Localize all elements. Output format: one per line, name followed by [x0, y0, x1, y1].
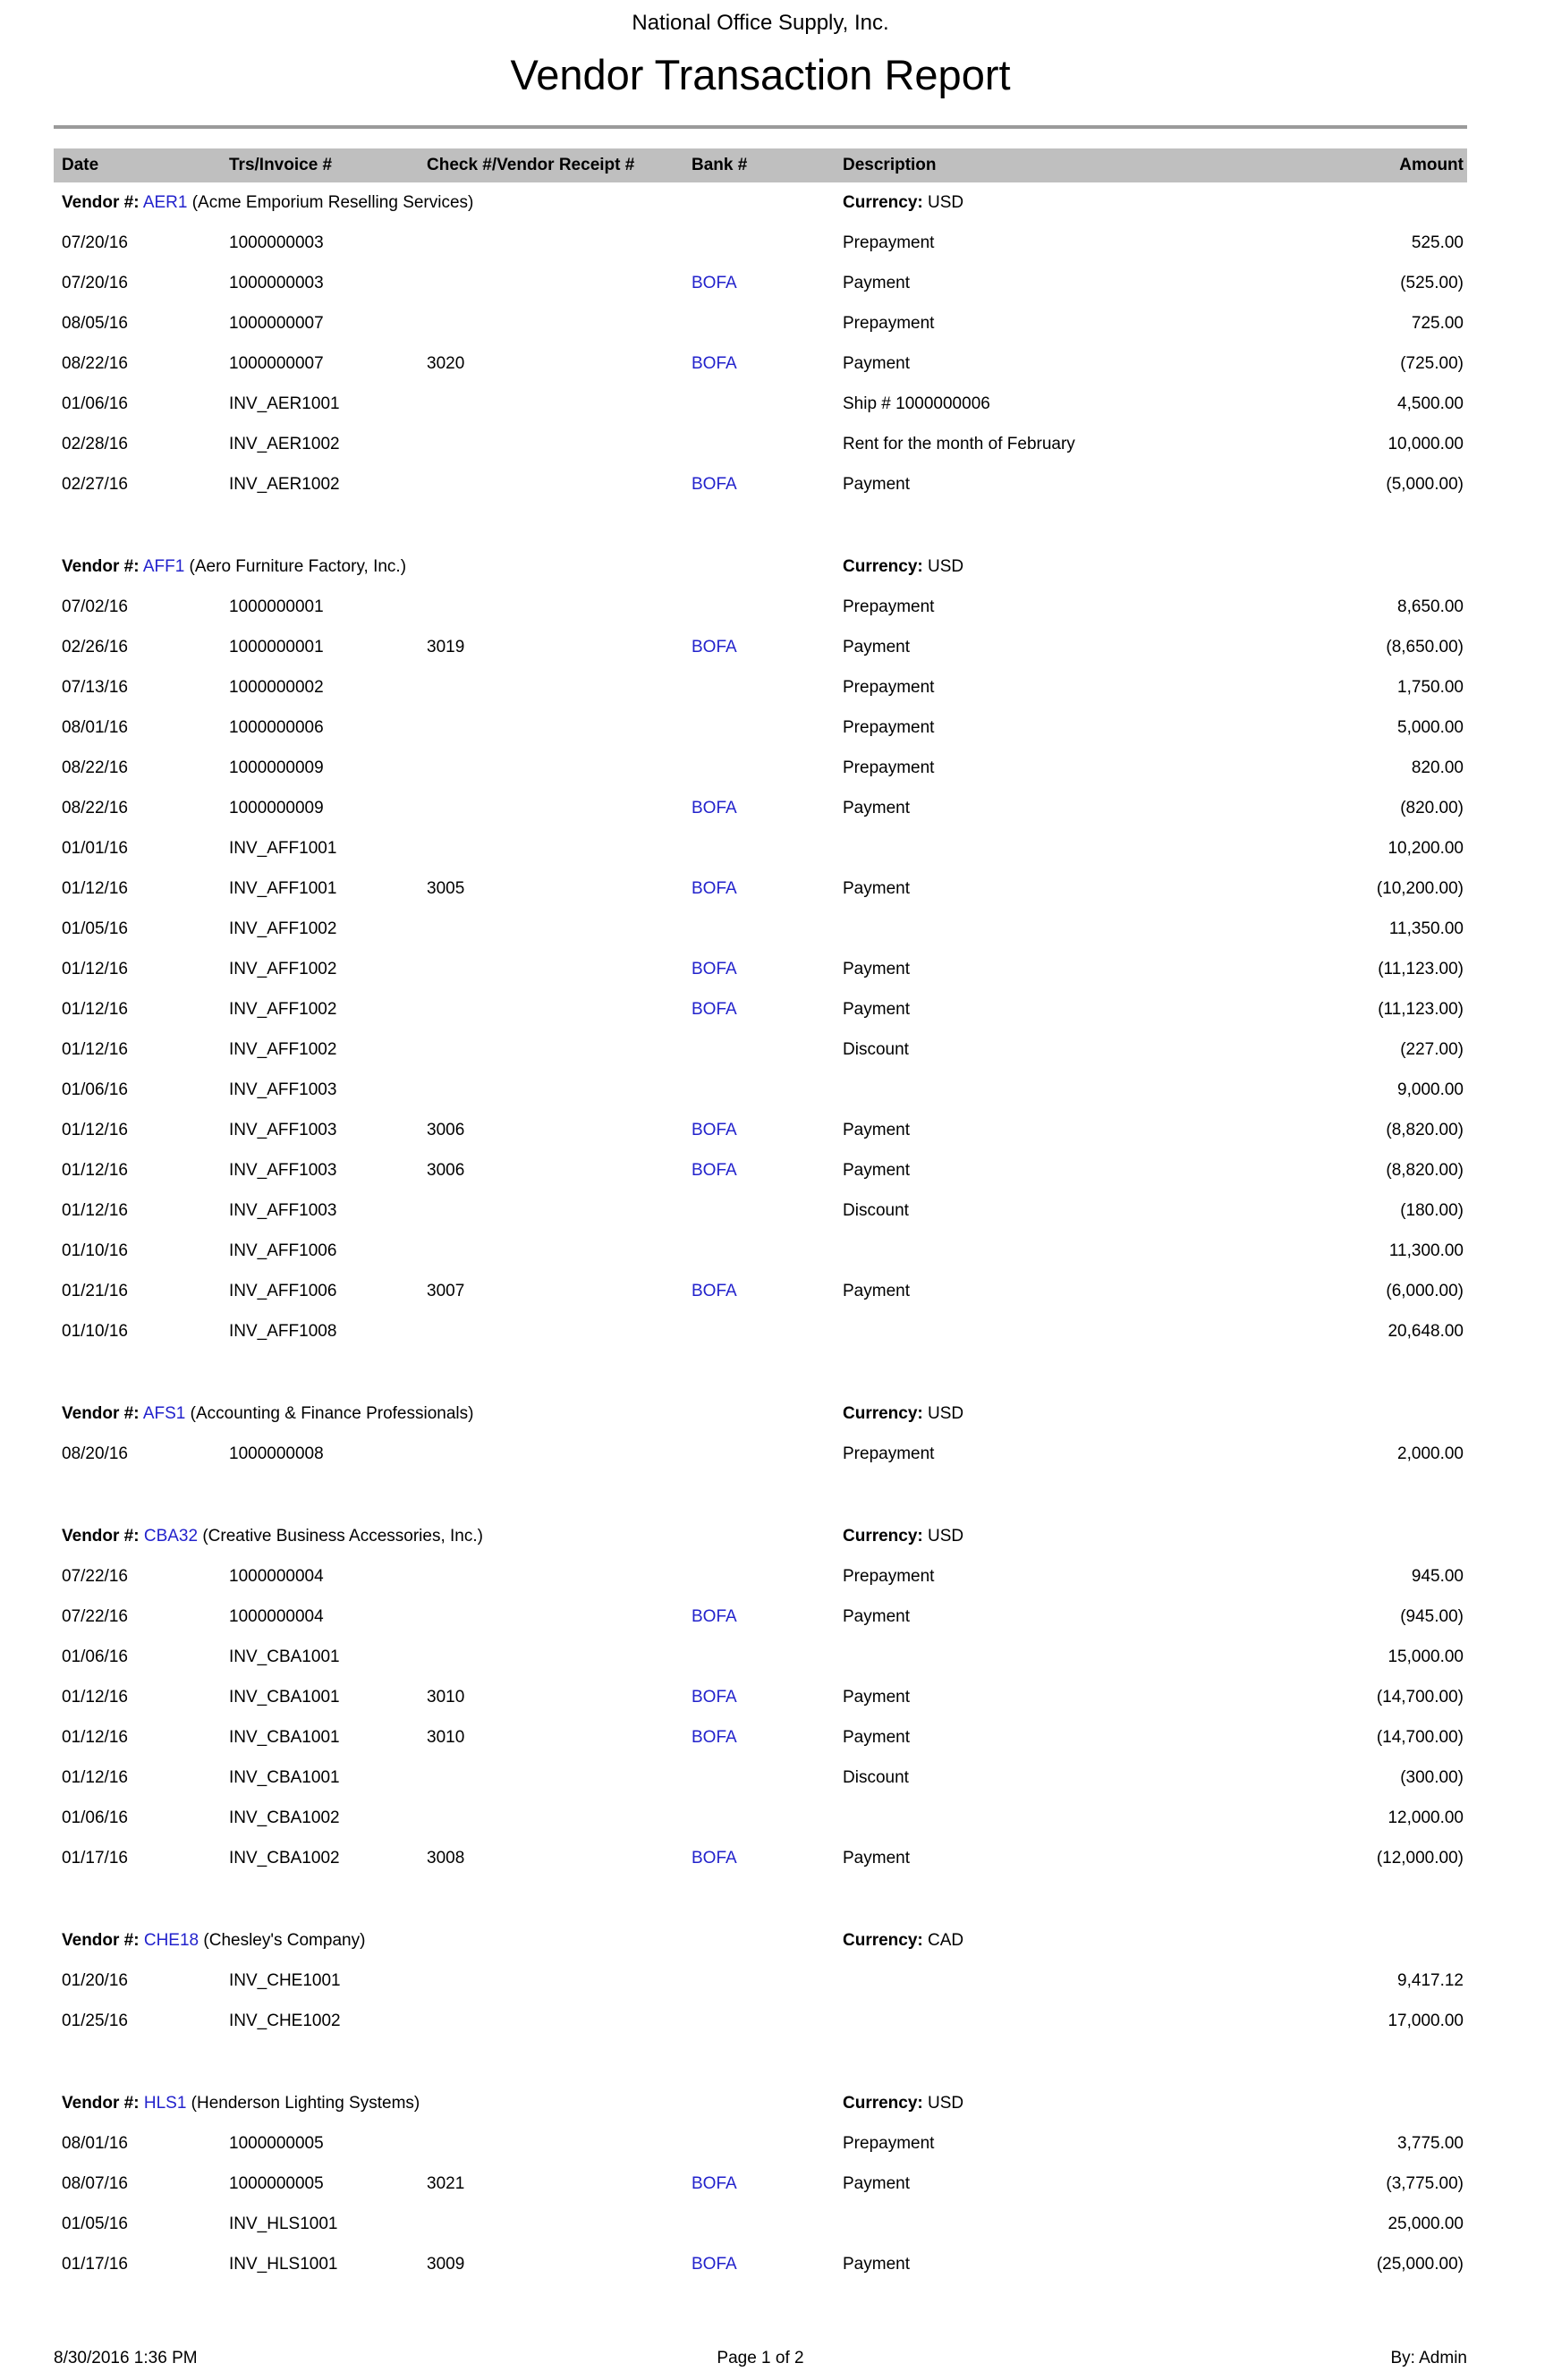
- cell-amount: (25,000.00): [1376, 2254, 1464, 2274]
- vendor-section: [54, 182, 1467, 504]
- cell-amount: (14,700.00): [1376, 1687, 1464, 1707]
- cell-invoice: INV_CBA1002: [229, 1808, 340, 1827]
- transaction-row: [54, 384, 1467, 424]
- vendor-number-label: Vendor #:: [62, 1403, 140, 1423]
- vendor-section: [54, 1920, 1467, 2041]
- footer-timestamp: 8/30/2016 1:36 PM: [54, 2349, 198, 2367]
- cell-date: 01/12/16: [62, 1160, 128, 1180]
- transaction-row: [54, 949, 1467, 989]
- column-header-check: Check #/Vendor Receipt #: [427, 156, 635, 174]
- transaction-row: [54, 1838, 1467, 1878]
- vendor-currency: [835, 1527, 1217, 1546]
- column-header-date: Date: [62, 156, 99, 174]
- cell-date: 08/20/16: [62, 1444, 128, 1463]
- cell-amount: (725.00): [1400, 353, 1464, 373]
- vendor-currency: [835, 193, 1217, 213]
- transaction-row: [54, 1029, 1467, 1070]
- cell-date: 02/26/16: [62, 637, 128, 656]
- cell-invoice: 1000000005: [229, 2173, 324, 2193]
- cell-date: 07/13/16: [62, 677, 128, 697]
- cell-description: Payment: [843, 959, 910, 978]
- vendor-section: [54, 546, 1467, 1351]
- cell-bank[interactable]: BOFA: [692, 999, 737, 1019]
- currency-label: Currency:: [843, 556, 923, 576]
- transaction-row: [54, 667, 1467, 707]
- transaction-row: [54, 868, 1467, 909]
- cell-description: Payment: [843, 1160, 910, 1180]
- cell-date: 01/06/16: [62, 1647, 128, 1666]
- transaction-row: [54, 1070, 1467, 1110]
- cell-amount: 11,350.00: [1388, 919, 1464, 938]
- cell-date: 08/05/16: [62, 313, 128, 333]
- cell-description: Payment: [843, 1727, 910, 1747]
- cell-invoice: 1000000003: [229, 233, 324, 252]
- cell-date: 01/20/16: [62, 1970, 128, 1990]
- cell-check: 3010: [427, 1687, 465, 1707]
- vendor-number-label: Vendor #:: [62, 556, 140, 576]
- cell-date: 01/05/16: [62, 2214, 128, 2233]
- transaction-row: [54, 2244, 1467, 2284]
- cell-date: 01/12/16: [62, 878, 128, 898]
- vendor-code-link[interactable]: CHE18: [143, 1930, 199, 1950]
- cell-bank[interactable]: BOFA: [692, 1727, 737, 1747]
- cell-amount: (300.00): [1400, 1767, 1464, 1787]
- currency-value: CAD: [928, 1930, 964, 1950]
- cell-amount: (10,200.00): [1376, 878, 1464, 898]
- report-title: Vendor Transaction Report: [510, 51, 1011, 98]
- cell-bank[interactable]: BOFA: [692, 474, 737, 494]
- cell-description: Prepayment: [843, 717, 935, 737]
- report-footer: [54, 2349, 1467, 2368]
- cell-invoice: INV_AFF1006: [229, 1281, 337, 1300]
- cell-amount: (8,820.00): [1386, 1120, 1464, 1139]
- transaction-row: [54, 788, 1467, 828]
- vendor-currency: [835, 2094, 1217, 2113]
- cell-description: Payment: [843, 1281, 910, 1300]
- cell-amount: 525.00: [1411, 233, 1464, 252]
- vendor-name: (Chesley's Company): [203, 1930, 366, 1950]
- vendor-title: [54, 1404, 835, 1424]
- transaction-row: [54, 2001, 1467, 2041]
- cell-amount: 12,000.00: [1388, 1808, 1464, 1827]
- cell-bank[interactable]: BOFA: [692, 1160, 737, 1180]
- cell-amount: 725.00: [1411, 313, 1464, 333]
- cell-invoice: INV_AFF1002: [229, 999, 337, 1019]
- currency-value: USD: [928, 192, 964, 212]
- vendor-currency: [835, 1931, 1217, 1951]
- cell-description: Payment: [843, 273, 910, 292]
- vendor-title: [54, 1931, 835, 1951]
- cell-amount: 11,300.00: [1388, 1241, 1464, 1260]
- cell-date: 08/22/16: [62, 353, 128, 373]
- cell-amount: 945.00: [1411, 1566, 1464, 1586]
- cell-description: Payment: [843, 1606, 910, 1626]
- column-header-invoice: Trs/Invoice #: [229, 156, 333, 174]
- cell-invoice: 1000000009: [229, 798, 324, 817]
- cell-check: 3005: [427, 878, 465, 898]
- cell-description: Payment: [843, 474, 910, 494]
- currency-value: USD: [928, 1526, 964, 1546]
- cell-amount: (14,700.00): [1376, 1727, 1464, 1747]
- cell-amount: (820.00): [1400, 798, 1464, 817]
- transaction-row: [54, 1150, 1467, 1190]
- cell-date: 07/22/16: [62, 1566, 128, 1586]
- cell-amount: 9,000.00: [1397, 1080, 1464, 1099]
- column-header-description: Description: [843, 156, 937, 174]
- cell-invoice: INV_AFF1003: [229, 1120, 337, 1139]
- transaction-row: [54, 2123, 1467, 2164]
- cell-invoice: INV_AER1001: [229, 394, 340, 413]
- cell-amount: 4,500.00: [1397, 394, 1464, 413]
- cell-description: Payment: [843, 878, 910, 898]
- transaction-row: [54, 707, 1467, 748]
- vendor-currency: [835, 1404, 1217, 1424]
- vendor-number-label: Vendor #:: [62, 2093, 140, 2113]
- cell-description: Payment: [843, 637, 910, 656]
- cell-description: Discount: [843, 1767, 909, 1787]
- cell-bank[interactable]: BOFA: [692, 1281, 737, 1300]
- vendor-header-row: [54, 1516, 1467, 1556]
- vendor-code-link[interactable]: AFS1: [142, 1403, 186, 1423]
- cell-check: 3007: [427, 1281, 465, 1300]
- vendor-number-label: Vendor #:: [62, 1526, 140, 1546]
- cell-invoice: INV_AFF1002: [229, 1039, 337, 1059]
- vendor-number-label: Vendor #:: [62, 1930, 140, 1950]
- cell-description: Prepayment: [843, 1444, 935, 1463]
- cell-description: Prepayment: [843, 2133, 935, 2153]
- cell-date: 08/22/16: [62, 798, 128, 817]
- cell-date: 01/12/16: [62, 1039, 128, 1059]
- cell-date: 01/12/16: [62, 999, 128, 1019]
- cell-amount: (227.00): [1400, 1039, 1464, 1059]
- vendor-code-link[interactable]: CBA32: [143, 1526, 199, 1546]
- cell-date: 08/01/16: [62, 2133, 128, 2153]
- vendor-section: [54, 2083, 1467, 2284]
- transaction-row: [54, 1677, 1467, 1717]
- cell-date: 01/17/16: [62, 2254, 128, 2274]
- cell-check: 3006: [427, 1120, 465, 1139]
- cell-amount: 17,000.00: [1388, 2011, 1464, 2030]
- transaction-row: [54, 627, 1467, 667]
- transaction-row: [54, 2204, 1467, 2244]
- cell-bank[interactable]: BOFA: [692, 273, 737, 292]
- cell-description: Rent for the month of February: [843, 434, 1075, 453]
- cell-date: 01/06/16: [62, 394, 128, 413]
- cell-invoice: 1000000004: [229, 1566, 324, 1586]
- cell-bank[interactable]: BOFA: [692, 2173, 737, 2193]
- cell-date: 01/06/16: [62, 1080, 128, 1099]
- table-header-row: [54, 148, 1467, 182]
- cell-invoice: 1000000008: [229, 1444, 324, 1463]
- currency-label: Currency:: [843, 2093, 923, 2113]
- cell-description: Payment: [843, 1848, 910, 1868]
- cell-check: 3009: [427, 2254, 465, 2274]
- cell-amount: (11,123.00): [1378, 959, 1464, 978]
- cell-description: Payment: [843, 999, 910, 1019]
- transaction-row: [54, 464, 1467, 504]
- vendor-header-row: [54, 546, 1467, 587]
- cell-invoice: INV_AER1002: [229, 434, 340, 453]
- transaction-row: [54, 748, 1467, 788]
- cell-amount: (5,000.00): [1386, 474, 1464, 494]
- vendor-name: (Creative Business Accessories, Inc.): [202, 1526, 483, 1546]
- transaction-row: [54, 1798, 1467, 1838]
- cell-amount: 9,417.12: [1397, 1970, 1464, 1990]
- cell-description: Prepayment: [843, 758, 935, 777]
- cell-bank[interactable]: BOFA: [692, 1120, 737, 1139]
- cell-invoice: INV_CBA1001: [229, 1647, 340, 1666]
- cell-invoice: INV_AFF1003: [229, 1080, 337, 1099]
- cell-bank[interactable]: BOFA: [692, 878, 737, 898]
- vendor-header-row: [54, 182, 1467, 223]
- vendor-header-row: [54, 1920, 1467, 1961]
- cell-date: 01/17/16: [62, 1848, 128, 1868]
- transaction-row: [54, 2164, 1467, 2204]
- cell-bank[interactable]: BOFA: [692, 2254, 737, 2274]
- cell-amount: (8,820.00): [1386, 1160, 1464, 1180]
- transaction-row: [54, 223, 1467, 263]
- vendor-header-row: [54, 1393, 1467, 1434]
- cell-description: Prepayment: [843, 233, 935, 252]
- cell-date: 01/12/16: [62, 1120, 128, 1139]
- transaction-row: [54, 1231, 1467, 1271]
- cell-description: Prepayment: [843, 677, 935, 697]
- cell-invoice: INV_AFF1002: [229, 919, 337, 938]
- cell-invoice: 1000000006: [229, 717, 324, 737]
- cell-check: 3021: [427, 2173, 465, 2193]
- cell-invoice: INV_AFF1001: [229, 878, 337, 898]
- cell-date: 01/06/16: [62, 1808, 128, 1827]
- cell-amount: (11,123.00): [1378, 999, 1464, 1019]
- cell-description: Payment: [843, 353, 910, 373]
- cell-invoice: 1000000007: [229, 353, 324, 373]
- cell-amount: (3,775.00): [1386, 2173, 1464, 2193]
- report-page: [54, 0, 1467, 2284]
- cell-invoice: 1000000009: [229, 758, 324, 777]
- cell-description: Payment: [843, 1120, 910, 1139]
- report-body: [54, 182, 1467, 2284]
- transaction-row: [54, 989, 1467, 1029]
- transaction-row: [54, 828, 1467, 868]
- vendor-name: (Henderson Lighting Systems): [191, 2093, 420, 2113]
- cell-amount: 820.00: [1411, 758, 1464, 777]
- cell-bank[interactable]: BOFA: [692, 1848, 737, 1868]
- cell-amount: 1,750.00: [1397, 677, 1464, 697]
- cell-description: Payment: [843, 2173, 910, 2193]
- column-header-amount: Amount: [1399, 156, 1464, 174]
- cell-invoice: INV_AFF1001: [229, 838, 337, 858]
- cell-description: Ship # 1000000006: [843, 394, 990, 413]
- vendor-number-label: Vendor #:: [62, 192, 140, 212]
- cell-date: 02/28/16: [62, 434, 128, 453]
- currency-value: USD: [928, 2093, 964, 2113]
- company-name: National Office Supply, Inc.: [632, 11, 889, 35]
- transaction-row: [54, 343, 1467, 384]
- cell-bank[interactable]: BOFA: [692, 1606, 737, 1626]
- cell-description: Prepayment: [843, 313, 935, 333]
- cell-bank[interactable]: BOFA: [692, 637, 737, 656]
- vendor-name: (Acme Emporium Reselling Services): [191, 192, 474, 212]
- transaction-row: [54, 1556, 1467, 1597]
- footer-author: By: Admin: [1390, 2349, 1467, 2367]
- transaction-row: [54, 909, 1467, 949]
- cell-invoice: INV_AFF1003: [229, 1160, 337, 1180]
- cell-invoice: INV_HLS1001: [229, 2254, 338, 2274]
- cell-bank[interactable]: BOFA: [692, 353, 737, 373]
- vendor-header-row: [54, 2083, 1467, 2123]
- cell-amount: (945.00): [1400, 1606, 1464, 1626]
- cell-amount: (180.00): [1400, 1200, 1464, 1220]
- footer-page-number: Page 1 of 2: [717, 2349, 804, 2367]
- cell-description: Discount: [843, 1200, 909, 1220]
- cell-amount: (525.00): [1400, 273, 1464, 292]
- cell-amount: 10,000.00: [1388, 434, 1464, 453]
- cell-invoice: INV_HLS1001: [229, 2214, 338, 2233]
- transaction-row: [54, 424, 1467, 464]
- cell-date: 07/02/16: [62, 597, 128, 616]
- cell-amount: 15,000.00: [1388, 1647, 1464, 1666]
- cell-invoice: INV_CHE1002: [229, 2011, 341, 2030]
- cell-invoice: 1000000004: [229, 1606, 324, 1626]
- currency-label: Currency:: [843, 1403, 923, 1423]
- column-header-bank: Bank #: [692, 156, 748, 174]
- cell-date: 01/05/16: [62, 919, 128, 938]
- transaction-row: [54, 1961, 1467, 2001]
- cell-invoice: 1000000005: [229, 2133, 324, 2153]
- currency-label: Currency:: [843, 192, 923, 212]
- vendor-currency: [835, 557, 1217, 577]
- cell-date: 01/12/16: [62, 1200, 128, 1220]
- cell-description: Prepayment: [843, 597, 935, 616]
- vendor-code-link[interactable]: HLS1: [143, 2093, 187, 2113]
- cell-invoice: INV_CHE1001: [229, 1970, 341, 1990]
- transaction-row: [54, 587, 1467, 627]
- cell-amount: 5,000.00: [1397, 717, 1464, 737]
- cell-date: 01/25/16: [62, 2011, 128, 2030]
- cell-date: 08/22/16: [62, 758, 128, 777]
- transaction-row: [54, 1434, 1467, 1474]
- transaction-row: [54, 1110, 1467, 1150]
- cell-check: 3019: [427, 637, 465, 656]
- cell-check: 3010: [427, 1727, 465, 1747]
- cell-check: 3006: [427, 1160, 465, 1180]
- vendor-code-link[interactable]: AFF1: [142, 556, 185, 576]
- cell-date: 07/22/16: [62, 1606, 128, 1626]
- vendor-name: (Aero Furniture Factory, Inc.): [189, 556, 407, 576]
- cell-invoice: 1000000001: [229, 597, 324, 616]
- cell-date: 07/20/16: [62, 273, 128, 292]
- cell-invoice: INV_AFF1003: [229, 1200, 337, 1220]
- cell-bank[interactable]: BOFA: [692, 798, 737, 817]
- cell-invoice: 1000000003: [229, 273, 324, 292]
- cell-amount: (6,000.00): [1386, 1281, 1464, 1300]
- cell-description: Payment: [843, 798, 910, 817]
- cell-date: 08/07/16: [62, 2173, 128, 2193]
- cell-check: 3020: [427, 353, 465, 373]
- vendor-section: [54, 1516, 1467, 1878]
- cell-amount: 20,648.00: [1388, 1321, 1464, 1341]
- cell-date: 02/27/16: [62, 474, 128, 494]
- cell-amount: 3,775.00: [1397, 2133, 1464, 2153]
- cell-amount: (12,000.00): [1376, 1848, 1464, 1868]
- cell-description: Payment: [843, 1687, 910, 1707]
- transaction-row: [54, 1757, 1467, 1798]
- cell-description: Prepayment: [843, 1566, 935, 1586]
- cell-amount: 2,000.00: [1397, 1444, 1464, 1463]
- cell-description: Payment: [843, 2254, 910, 2274]
- transaction-row: [54, 303, 1467, 343]
- transaction-row: [54, 1271, 1467, 1311]
- cell-invoice: INV_AFF1002: [229, 959, 337, 978]
- cell-bank[interactable]: BOFA: [692, 1687, 737, 1707]
- currency-label: Currency:: [843, 1526, 923, 1546]
- cell-invoice: 1000000001: [229, 637, 324, 656]
- cell-amount: (8,650.00): [1386, 637, 1464, 656]
- cell-invoice: INV_CBA1001: [229, 1687, 340, 1707]
- cell-amount: 25,000.00: [1388, 2214, 1464, 2233]
- transaction-row: [54, 1311, 1467, 1351]
- cell-date: 07/20/16: [62, 233, 128, 252]
- cell-date: 01/12/16: [62, 1767, 128, 1787]
- cell-bank[interactable]: BOFA: [692, 959, 737, 978]
- currency-value: USD: [928, 1403, 964, 1423]
- cell-date: 01/12/16: [62, 1687, 128, 1707]
- cell-date: 01/12/16: [62, 1727, 128, 1747]
- vendor-title: [54, 193, 835, 213]
- vendor-code-link[interactable]: AER1: [142, 192, 188, 212]
- header-divider: [54, 125, 1467, 129]
- currency-value: USD: [928, 556, 964, 576]
- transaction-row: [54, 1717, 1467, 1757]
- vendor-name: (Accounting & Finance Professionals): [190, 1403, 474, 1423]
- cell-invoice: INV_AER1002: [229, 474, 340, 494]
- transaction-row: [54, 1190, 1467, 1231]
- currency-label: Currency:: [843, 1930, 923, 1950]
- vendor-section: [54, 1393, 1467, 1474]
- cell-description: Discount: [843, 1039, 909, 1059]
- cell-date: 01/21/16: [62, 1281, 128, 1300]
- cell-amount: 10,200.00: [1388, 838, 1464, 858]
- cell-invoice: 1000000007: [229, 313, 324, 333]
- transaction-row: [54, 1597, 1467, 1637]
- transaction-row: [54, 263, 1467, 303]
- cell-invoice: INV_CBA1001: [229, 1767, 340, 1787]
- cell-date: 01/01/16: [62, 838, 128, 858]
- cell-invoice: INV_AFF1006: [229, 1241, 337, 1260]
- cell-invoice: INV_AFF1008: [229, 1321, 337, 1341]
- cell-amount: 8,650.00: [1397, 597, 1464, 616]
- vendor-title: [54, 2094, 835, 2113]
- cell-invoice: INV_CBA1001: [229, 1727, 340, 1747]
- cell-check: 3008: [427, 1848, 465, 1868]
- cell-date: 01/10/16: [62, 1321, 128, 1341]
- cell-date: 01/10/16: [62, 1241, 128, 1260]
- cell-date: 01/12/16: [62, 959, 128, 978]
- vendor-title: [54, 557, 835, 577]
- vendor-title: [54, 1527, 835, 1546]
- cell-date: 08/01/16: [62, 717, 128, 737]
- transaction-row: [54, 1637, 1467, 1677]
- cell-invoice: INV_CBA1002: [229, 1848, 340, 1868]
- cell-invoice: 1000000002: [229, 677, 324, 697]
